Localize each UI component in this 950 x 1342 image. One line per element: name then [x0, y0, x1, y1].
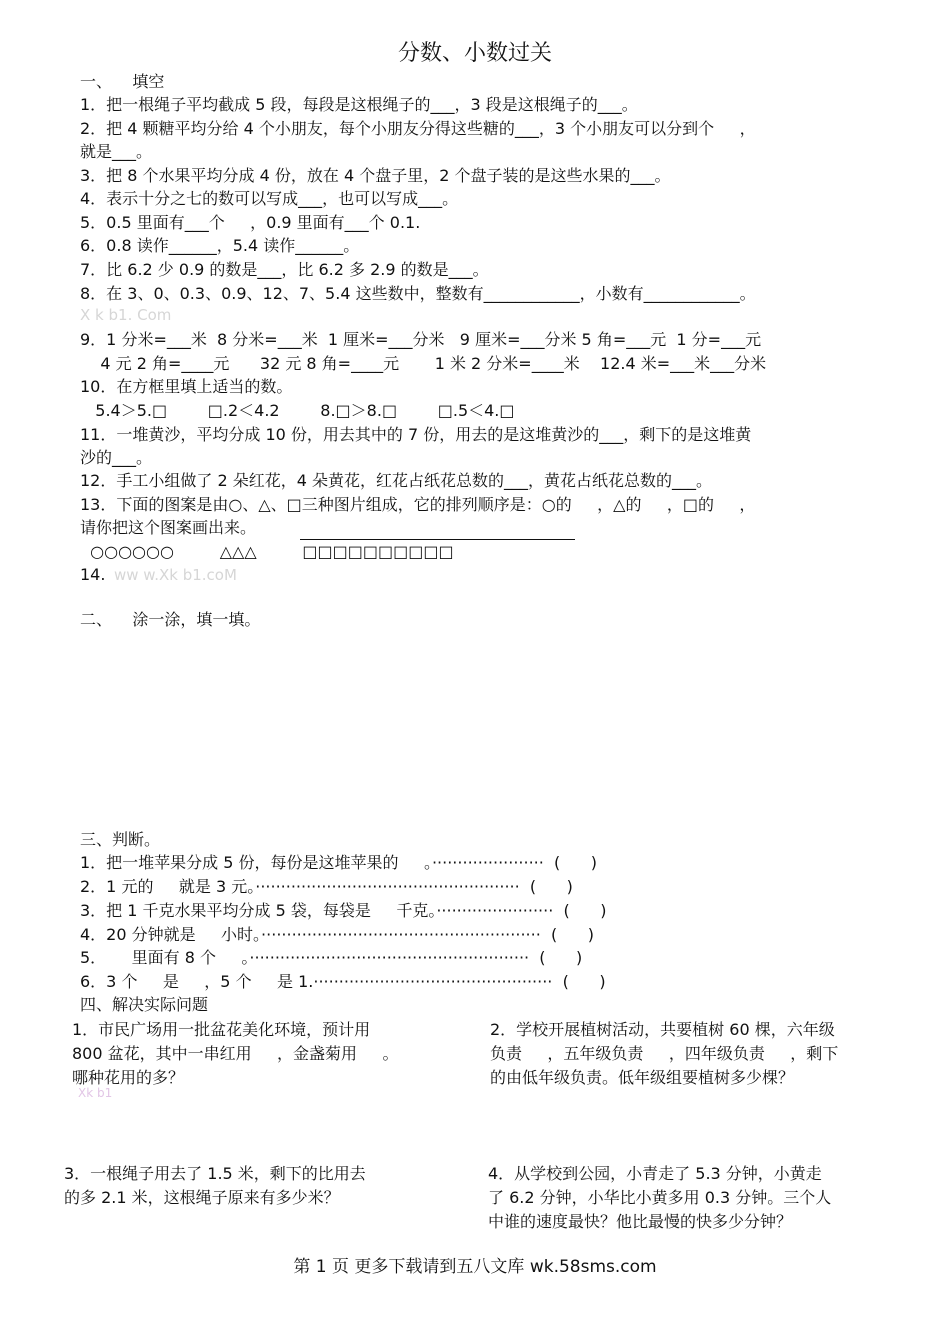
question-line: 沙的___。 [80, 448, 153, 467]
problem3-line: 的多 2.1 米，这根绳子原来有多少米？ [64, 1188, 340, 1207]
judgment-item: 3．把 1 千克水果平均分成 5 袋，每袋是 千克。······················· ( ) [80, 901, 607, 920]
question-line: 7．比 6.2 少 0.9 的数是___，比 6.2 多 2.9 的数是___。 [80, 260, 489, 279]
watermark: Xk b1 [78, 1086, 113, 1100]
question-line: 2．把 4 颗糖平均分给 4 个小朋友，每个小朋友分得这些糖的___，3 个小朋友可以分到个 ， [80, 119, 756, 138]
question-line: 4 元 2 角=____元 32 元 8 角=____元 1 米 2 分米=____米 12.4 米=___米___分米 [80, 354, 767, 373]
section1-heading: 一、 填空 [80, 72, 165, 91]
judgment-item: 2．1 元的 就是 3 元。···················································· ( ) [80, 877, 573, 896]
question-line: 8．在 3、0、0.3、0.9、12、7、5.4 这些数中，整数有____________，小数有____________。 [80, 284, 756, 303]
problem4-line: 了 6.2 分钟，小华比小黄多用 0.3 分钟。三个人 [488, 1188, 832, 1207]
page-footer: 第 1 页 更多下载请到五八文库 wk.58sms.com [293, 1257, 657, 1277]
question-line: 10．在方框里填上适当的数。 [80, 377, 293, 396]
question-line: 请你把这个图案画出来。 [80, 518, 257, 537]
problem4-line: 中谁的速度最快？他比最慢的快多少分钟？ [488, 1212, 793, 1231]
problem1-line: 1．市民广场用一批盆花美化环境，预计用 [72, 1020, 371, 1039]
judgment-item: 1．把一堆苹果分成 5 份，每份是这堆苹果的 。······················ ( ) [80, 853, 598, 872]
pattern-line: ○○○○○○ △△△ □□□□□□□□□□ [80, 542, 454, 561]
problem2-line: 负责 ，五年级负责 ，四年级负责 ，剩下 [490, 1044, 839, 1063]
judgment-item: 5． 里面有 8 个 。······················································· ( ) [80, 948, 583, 967]
section3-heading: 三、判断。 [80, 830, 161, 849]
question-line: 11．一堆黄沙，平均分成 10 份，用去其中的 7 份，用去的是这堆黄沙的___，剩下的是这堆黄 [80, 425, 752, 444]
problem2-line: 2．学校开展植树活动，共要植树 60 棵，六年级 [490, 1020, 835, 1039]
section2-heading: 二、 涂一涂，填一填。 [80, 610, 261, 629]
problem1-line: 800 盆花，其中一串红用 ，金盏菊用 。 [72, 1044, 399, 1063]
question-line: 9．1 分米=___米 8 分米=___米 1 厘米=___分米 9 厘米=___分米 5 角=___元 1 分=___元 [80, 330, 762, 349]
question-line: 14. [80, 565, 106, 584]
question-line: 12．手工小组做了 2 朵红花，4 朵黄花，红花占纸花总数的___，黄花占纸花总数的___。 [80, 471, 712, 490]
question-line: 13．下面的图案是由○、△、□三种图片组成，它的排列顺序是：○的 ，△的 ，□的 ， [80, 495, 756, 514]
watermark: X k b1. Com [80, 306, 172, 324]
section4-heading: 四、解决实际问题 [80, 995, 209, 1014]
question-line: 就是___。 [80, 142, 153, 161]
question-line: 4．表示十分之七的数可以写成___，也可以写成___。 [80, 189, 459, 208]
answer-underline [300, 539, 575, 540]
question-line: 5.4＞5.□ □.2＜4.2 8.□＞8.□ □.5＜4.□ [80, 401, 515, 420]
judgment-item: 6．3 个 是 ，5 个 是 1.··············································· ( ) [80, 972, 606, 991]
question-line: 3．把 8 个水果平均分成 4 份，放在 4 个盘子里，2 个盘子装的是这些水果的___。 [80, 166, 671, 185]
question-line: 6．0.8 读作______，5.4 读作______。 [80, 236, 360, 255]
watermark: ww w.Xk b1.coM [114, 566, 237, 584]
question-line: 1．把一根绳子平均截成 5 段，每段是这根绳子的___，3 段是这根绳子的___。 [80, 95, 638, 114]
problem2-line: 的由低年级负责。低年级组要植树多少棵？ [490, 1068, 795, 1087]
problem4-line: 4．从学校到公园，小青走了 5.3 分钟，小黄走 [488, 1164, 822, 1183]
question-line: 5．0.5 里面有___个 ，0.9 里面有___个 0.1. [80, 213, 421, 232]
page-title: 分数、小数过关 [397, 41, 552, 66]
judgment-item: 4．20 分钟就是 小时。······················································· ( ) [80, 925, 594, 944]
problem1-line: 哪种花用的多？ [72, 1068, 185, 1087]
problem3-line: 3．一根绳子用去了 1.5 米，剩下的比用去 [64, 1164, 366, 1183]
